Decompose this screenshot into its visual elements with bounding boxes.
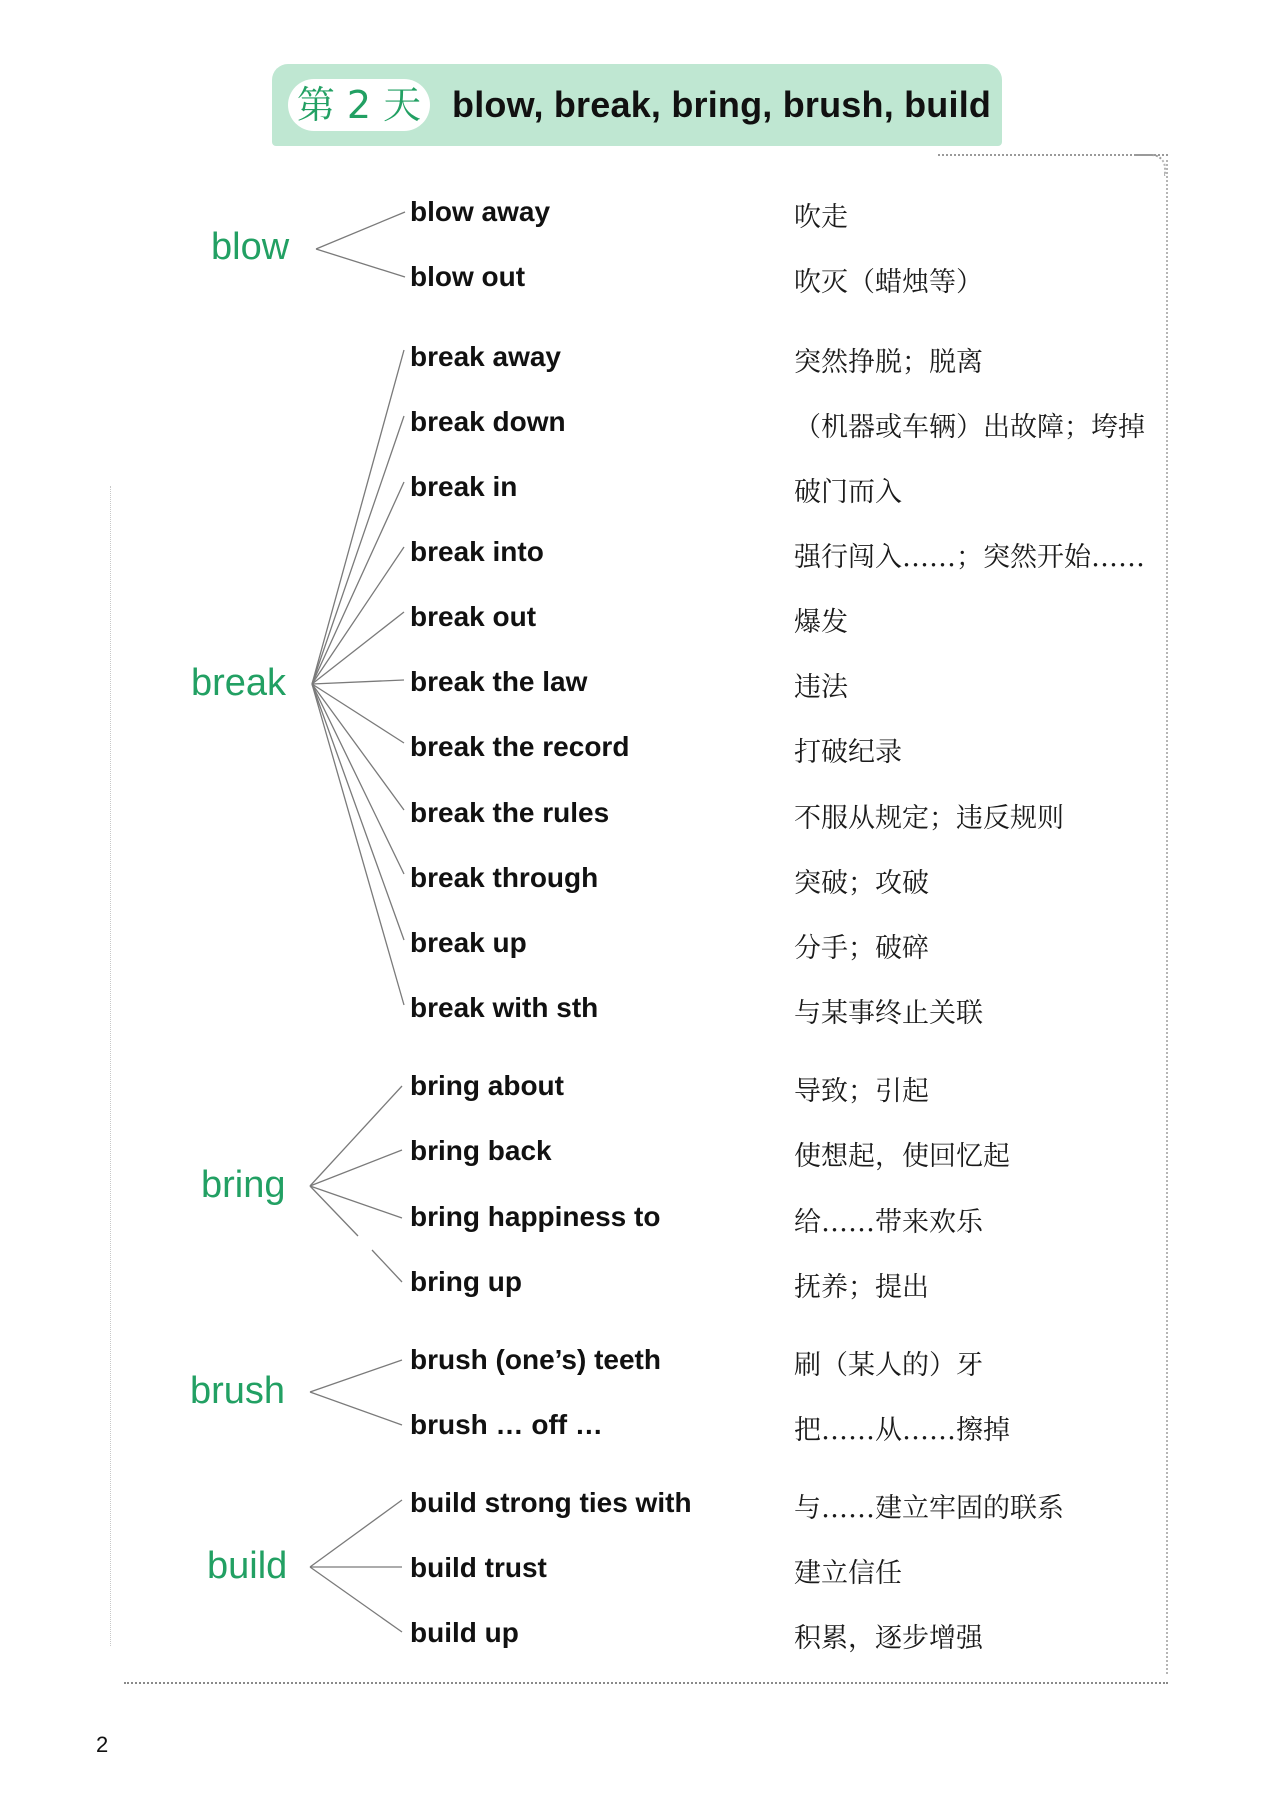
phrase: break down xyxy=(410,406,566,437)
meaning: 分手；破碎 xyxy=(794,933,929,964)
phrase: break up xyxy=(410,927,527,958)
base-word-brush: brush xyxy=(190,1370,286,1412)
connector-line xyxy=(372,1250,402,1282)
phrase: break into xyxy=(410,536,544,567)
connector-line xyxy=(310,1360,402,1392)
page-number: 2 xyxy=(96,1732,109,1757)
meaning: 爆发 xyxy=(794,607,848,638)
connector-line xyxy=(310,1186,402,1218)
phrase: brush … off … xyxy=(410,1409,603,1440)
meaning: 强行闯入……；突然开始…… xyxy=(794,542,1145,573)
meaning: 导致；引起 xyxy=(794,1076,929,1107)
phrase: build trust xyxy=(410,1552,547,1583)
meaning: （机器或车辆）出故障；垮掉 xyxy=(794,412,1145,443)
phrase: blow out xyxy=(410,261,526,292)
phrase: blow away xyxy=(410,196,551,227)
meaning: 吹灭（蜡烛等） xyxy=(794,267,983,298)
connector-line xyxy=(310,1150,402,1186)
phrase: break the record xyxy=(410,731,630,762)
meaning: 刷（某人的）牙 xyxy=(794,1350,983,1381)
phrase: bring happiness to xyxy=(410,1201,661,1232)
meaning: 使想起，使回忆起 xyxy=(794,1141,1010,1172)
phrase: break away xyxy=(410,341,561,372)
meaning: 突然挣脱；脱离 xyxy=(794,347,983,378)
phrase: bring up xyxy=(410,1266,522,1297)
connector-line xyxy=(312,684,404,810)
connector-line xyxy=(312,482,404,684)
meaning: 抚养；提出 xyxy=(794,1272,929,1303)
day-title: blow, break, bring, brush, build xyxy=(452,84,992,125)
base-word-break: break xyxy=(191,662,287,704)
phrase: break the rules xyxy=(410,797,610,828)
connector-line xyxy=(312,612,404,684)
phrase: break through xyxy=(410,862,599,893)
phrase: build strong ties with xyxy=(410,1487,692,1518)
meaning: 吹走 xyxy=(794,202,848,233)
phrase: break with sth xyxy=(410,992,599,1023)
meaning: 打破纪录 xyxy=(794,737,902,768)
meaning: 与某事终止关联 xyxy=(794,998,983,1029)
connector-line xyxy=(310,1086,402,1186)
connector-line xyxy=(312,684,404,940)
phrase: bring about xyxy=(410,1070,564,1101)
connector-line xyxy=(310,1186,358,1236)
connector-line xyxy=(310,1392,402,1425)
meaning: 不服从规定；违反规则 xyxy=(794,803,1064,834)
connector-line xyxy=(316,249,405,277)
phrase: break in xyxy=(410,471,518,502)
connector-line xyxy=(310,1500,402,1567)
phrase: break the law xyxy=(410,666,588,697)
base-word-bring: bring xyxy=(201,1164,286,1206)
day-label: 第 2 天 xyxy=(288,79,430,131)
phrase: build up xyxy=(410,1617,519,1648)
phrase: break out xyxy=(410,601,537,632)
connector-line xyxy=(312,680,404,684)
meaning: 突破；攻破 xyxy=(794,868,929,899)
base-word-blow: blow xyxy=(211,226,290,268)
phrase: bring back xyxy=(410,1135,552,1166)
meaning: 给……带来欢乐 xyxy=(794,1207,983,1238)
meaning: 建立信任 xyxy=(794,1558,902,1589)
meaning: 破门而入 xyxy=(794,477,902,508)
connector-line xyxy=(312,350,404,684)
connector-line xyxy=(316,212,405,249)
base-word-build: build xyxy=(207,1545,288,1587)
phrase: brush (one’s) teeth xyxy=(410,1344,661,1375)
connector-line xyxy=(312,547,404,684)
meaning: 违法 xyxy=(794,672,848,703)
meaning: 把……从……擦掉 xyxy=(794,1415,1010,1446)
meaning: 积累，逐步增强 xyxy=(794,1623,983,1654)
connector-line xyxy=(310,1567,402,1632)
meaning: 与……建立牢固的联系 xyxy=(794,1493,1064,1524)
connector-line xyxy=(312,416,404,684)
